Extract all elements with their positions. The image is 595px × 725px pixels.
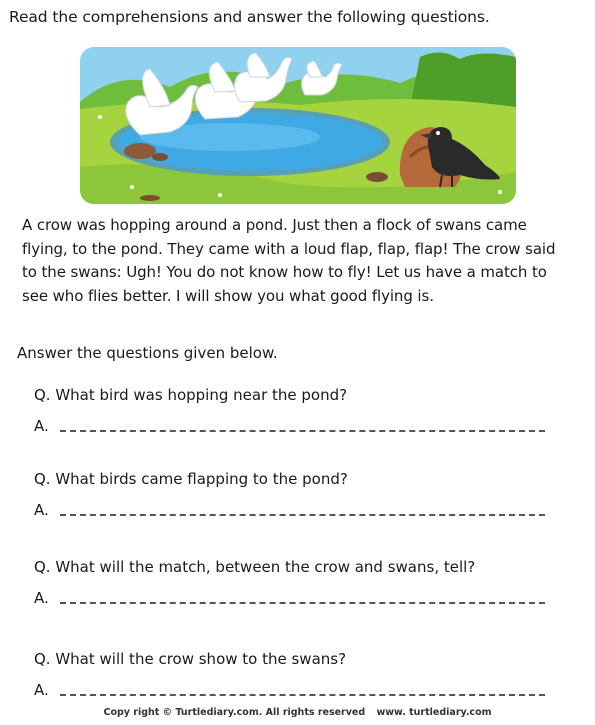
rock bbox=[152, 153, 168, 161]
answer-label: A. bbox=[34, 589, 49, 607]
answer-blank[interactable] bbox=[60, 514, 545, 516]
question-text: Q. What will the crow show to the swans? bbox=[34, 650, 347, 668]
story-line: A crow was hopping around a pond. Just then a flock of swans came bbox=[22, 216, 527, 234]
story-line: to the swans: Ugh! You do not know how to fly! Let us have a match to bbox=[22, 263, 547, 281]
question-text: Q. What birds came flapping to the pond? bbox=[34, 470, 348, 488]
question-text: Q. What will the match, between the crow and swans, tell? bbox=[34, 558, 476, 576]
answer-blank[interactable] bbox=[60, 430, 545, 432]
question-block bbox=[34, 467, 554, 521]
instruction-text: Read the comprehensions and answer the following questions. bbox=[9, 8, 490, 26]
section-heading: Answer the questions given below. bbox=[17, 344, 278, 362]
answer-label: A. bbox=[34, 417, 49, 435]
answer-blank[interactable] bbox=[60, 694, 545, 696]
website-link[interactable]: www. turtlediary.com bbox=[376, 707, 492, 718]
question-block bbox=[34, 383, 554, 437]
rock bbox=[140, 195, 160, 201]
story-line: see who flies better. I will show you what good flying is. bbox=[22, 286, 434, 305]
story-illustration bbox=[80, 47, 516, 204]
answer-label: A. bbox=[34, 681, 49, 699]
question-block bbox=[34, 647, 554, 701]
answer-blank[interactable] bbox=[60, 602, 545, 604]
question-text: Q. What bird was hopping near the pond? bbox=[34, 386, 348, 404]
answer-label: A. bbox=[34, 501, 49, 519]
footer bbox=[0, 707, 595, 718]
rock bbox=[124, 143, 156, 159]
story-line: flying, to the pond. They came with a loud flap, flap, flap! The crow said bbox=[22, 239, 556, 258]
question-block bbox=[34, 555, 554, 609]
rock bbox=[366, 172, 388, 182]
story-paragraph bbox=[22, 214, 582, 308]
copyright-text: Copy right © Turtlediary.com. All rights reserved bbox=[103, 707, 366, 718]
